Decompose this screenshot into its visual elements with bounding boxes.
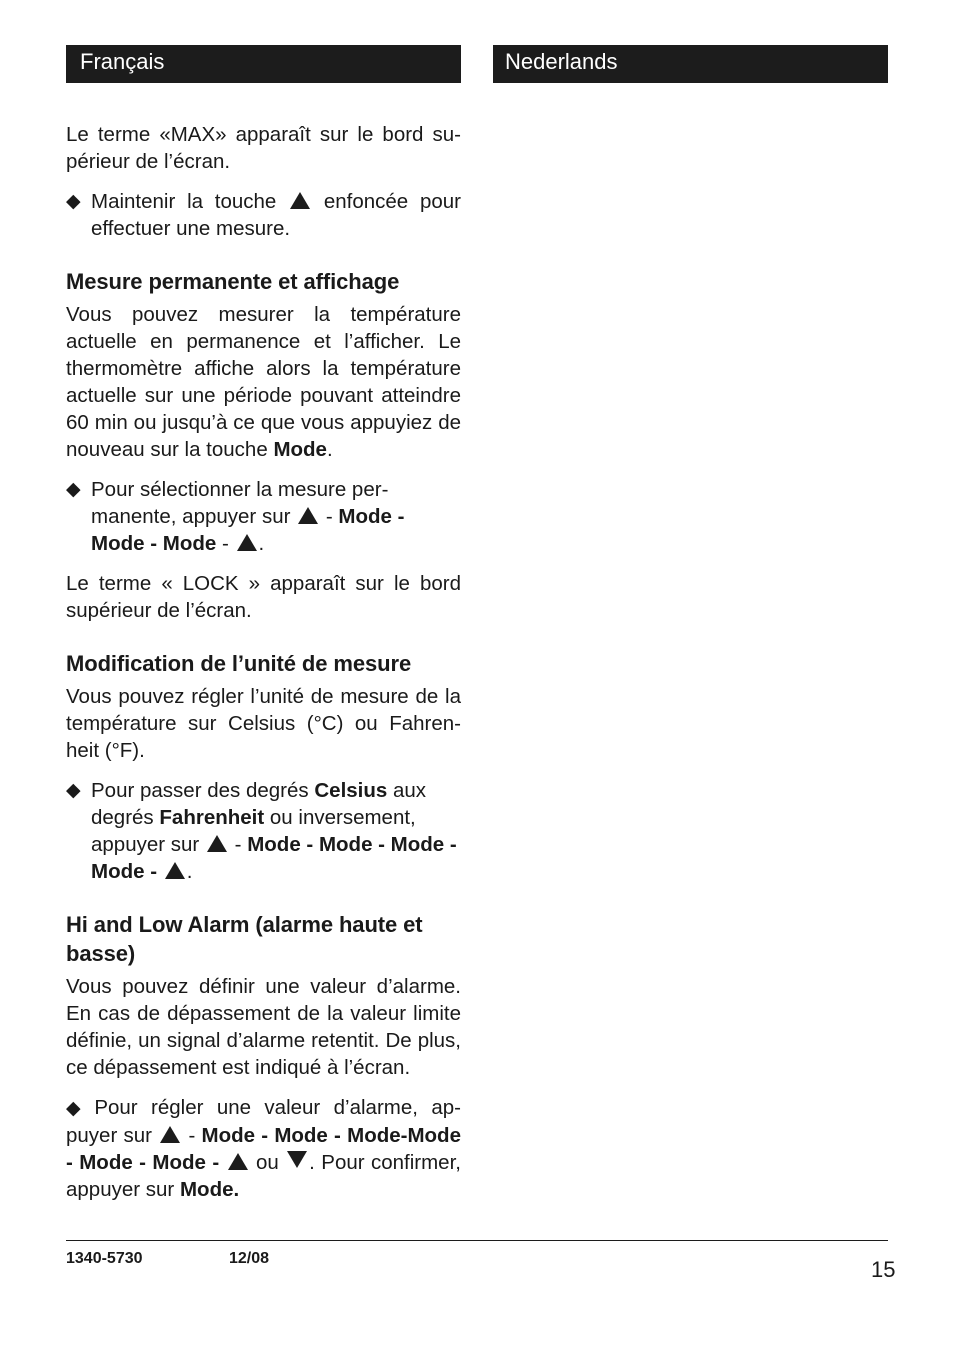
heading-unit-change: Modification de l’unité de mesure <box>66 651 412 676</box>
page-number: 15 <box>871 1257 896 1282</box>
triangle-up-icon <box>290 192 310 209</box>
bullet-celsius-fahrenheit: ◆ Pour passer des degrés Celsius aux degrés Fahrenheit ou inversement, appuyer sur - Mode - Mode - Mode - Mode - . <box>66 779 457 883</box>
bullet-set-alarm: ◆ Pour régler une valeur d’alarme, ap-puyer sur - Mode - Mode - Mode-Mode - Mode - Mode - ou . Pour confirmer, appuyer sur Mode. <box>66 1096 461 1201</box>
bullet-select-permanent: ◆ Pour sélectionner la mesure per-manente, appuyer sur - Mode - Mode - Mode - . <box>66 478 405 555</box>
footer-divider <box>66 1240 888 1241</box>
triangle-up-icon <box>237 534 257 551</box>
diamond-bullet-icon: ◆ <box>66 479 81 500</box>
paragraph-alarm: Vous pouvez définir une valeur d’alarme. En cas de dépassement de la valeur limite définie, un signal d’alarme retentit. De plus, ce dépassement est indiqué à l’écran. <box>66 975 461 1079</box>
heading-permanent-measurement: Mesure permanente et affichage <box>66 269 400 294</box>
triangle-down-icon <box>287 1151 307 1168</box>
french-column <box>66 121 461 1203</box>
diamond-bullet-icon: ◆ <box>66 1098 89 1119</box>
diamond-bullet-icon: ◆ <box>66 191 81 212</box>
paragraph-max: Le terme «MAX» apparaît sur le bord su-périeur de l’écran. <box>66 123 461 173</box>
triangle-up-icon <box>165 862 185 879</box>
language-header-nederlands: Nederlands <box>493 45 888 83</box>
paragraph-permanent: Vous pouvez mesurer la température actuelle en permanence et l’afficher. Le thermomètre affiche alors la température actuelle sur une période pouvant atteindre 60 min ou jusqu’à ce que vous appuyiez de nouveau sur la touche Mode. <box>66 303 461 461</box>
paragraph-lock: Le terme « LOCK » apparaît sur le bord supérieur de l’écran. <box>66 572 461 622</box>
document-date: 12/08 <box>229 1250 270 1267</box>
triangle-up-icon <box>228 1153 248 1170</box>
triangle-up-icon <box>298 507 318 524</box>
language-header-francais: Français <box>66 45 461 83</box>
paragraph-unit: Vous pouvez régler l’unité de mesure de la température sur Celsius (°C) ou Fahren-heit (°F). <box>66 685 461 762</box>
diamond-bullet-icon: ◆ <box>66 780 81 801</box>
heading-hi-low-alarm: Hi and Low Alarm (alarme haute et basse) <box>66 912 423 966</box>
triangle-up-icon <box>160 1126 180 1143</box>
triangle-up-icon <box>207 835 227 852</box>
bullet-hold-button: ◆ Maintenir la touche enfoncée pour effectuer une mesure. <box>66 190 461 240</box>
document-code: 1340-5730 <box>66 1250 143 1267</box>
